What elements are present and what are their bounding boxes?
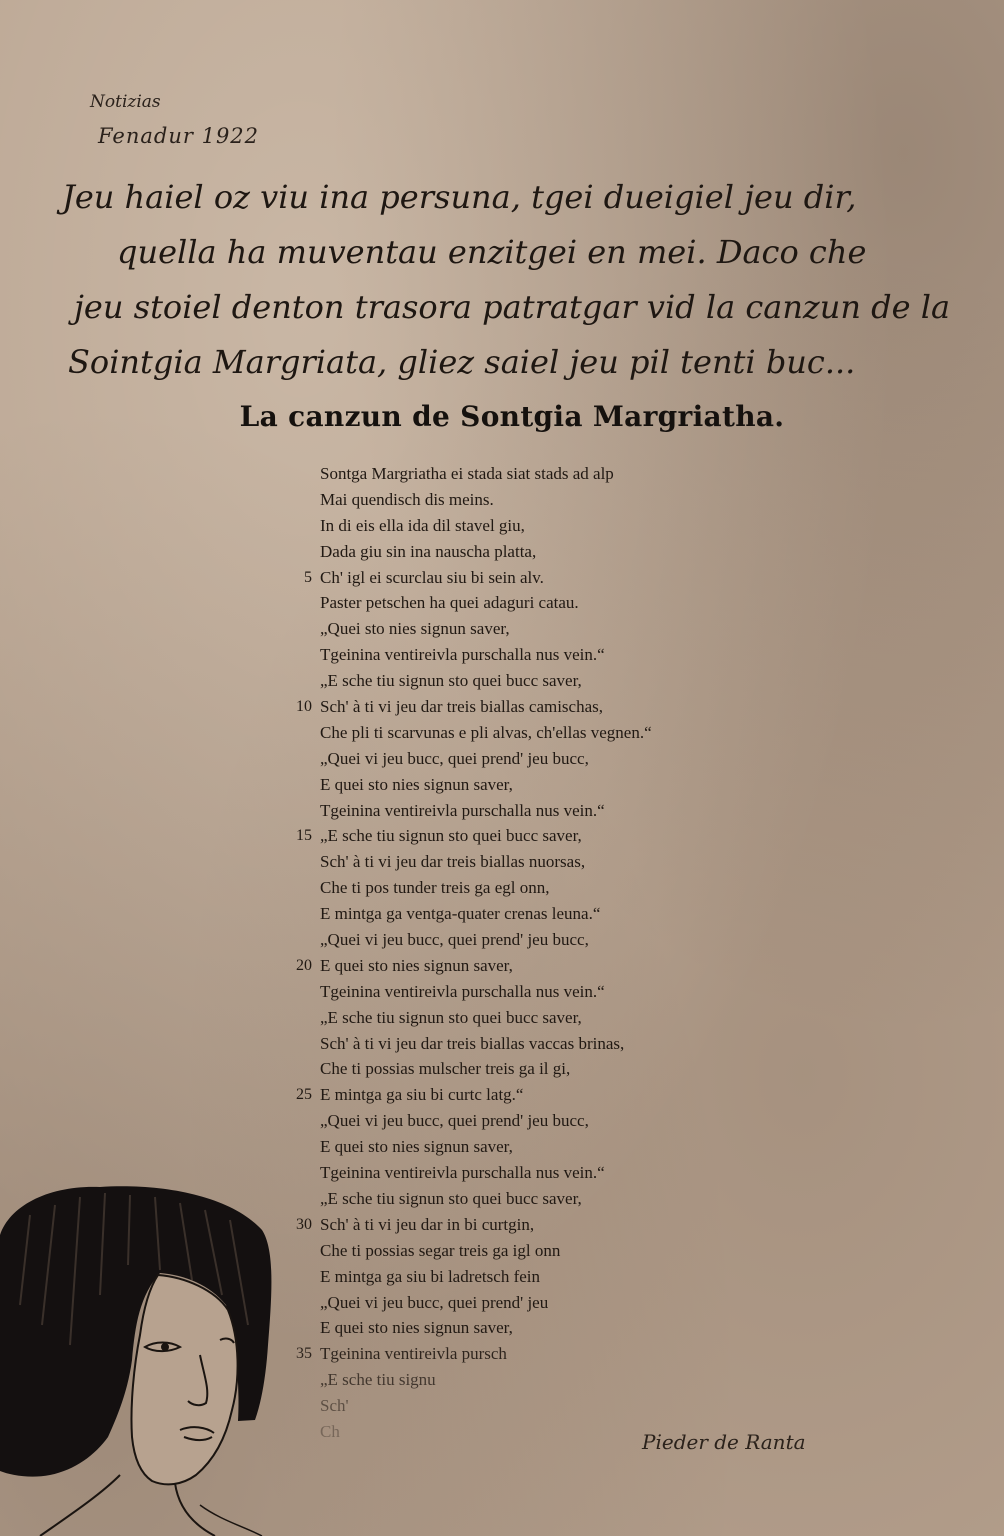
intro-paragraph	[62, 170, 951, 390]
line-text: Sontga Margriatha ei stada siat stads ad alp	[320, 464, 614, 483]
song-line	[280, 1186, 800, 1212]
line-text: „E sche tiu signu	[320, 1370, 436, 1390]
line-text: E mintga ga siu bi curtc latg.“	[320, 1085, 524, 1105]
line-text: Sch' à ti vi jeu dar treis biallas camischas,	[320, 697, 604, 717]
line-text: „Quei vi jeu bucc, quei prend' jeu bucc,	[320, 748, 589, 768]
line-text: Tgeinina ventireivla purschalla nus vein.“	[320, 981, 605, 1001]
line-text: Tgeinina ventireivla purschalla nus vein.“	[320, 645, 605, 665]
song-line	[280, 1238, 800, 1264]
song-line	[280, 461, 800, 487]
song-line	[280, 1005, 800, 1031]
song-line	[280, 901, 800, 927]
song-line	[280, 513, 800, 539]
line-text: Che ti possias mulscher treis ga il gi,	[320, 1059, 571, 1079]
song-line	[280, 642, 800, 668]
song-title: La canzun de Sontgia Margriatha.	[239, 400, 785, 433]
line-text: „E sche tiu signun sto quei bucc saver,	[320, 671, 582, 691]
line-text: „E sche tiu signun sto quei bucc saver,	[320, 1007, 582, 1027]
song-line	[280, 849, 800, 875]
line-number: 30	[296, 1215, 312, 1233]
song-line	[280, 1290, 800, 1316]
song-line	[280, 1082, 800, 1108]
song-line	[280, 668, 800, 694]
song-line	[280, 798, 800, 824]
line-number: 25	[296, 1086, 312, 1104]
line-text: „E sche tiu signun sto quei bucc saver,	[320, 826, 582, 846]
song-line	[280, 565, 800, 591]
line-text: E quei sto nies signun saver,	[320, 774, 513, 794]
song-line	[280, 590, 800, 616]
line-text: Sch' à ti vi jeu dar in bi curtgin,	[320, 1214, 535, 1234]
line-number: 20	[296, 956, 312, 974]
line-text: Sch' à ti vi jeu dar treis biallas vaccas brinas,	[320, 1033, 625, 1053]
line-text: E mintga ga ventga-quater crenas leuna.“	[320, 904, 601, 924]
line-number: 15	[296, 827, 312, 845]
line-text: E mintga ga siu bi ladretsch fein	[320, 1266, 540, 1286]
signature: Pieder de Ranta	[642, 1430, 806, 1454]
song-verses	[280, 461, 800, 1471]
song-line	[280, 1315, 800, 1341]
song-line	[280, 1056, 800, 1082]
song-line	[280, 1341, 800, 1367]
intro-line: quella ha muventau enzitgei en mei. Daco che	[117, 233, 867, 271]
song-line	[280, 539, 800, 565]
line-text: Ch' igl ei scurclau siu bi sein alv.	[320, 567, 544, 587]
line-text: „Quei vi jeu bucc, quei prend' jeu bucc,	[320, 1111, 589, 1131]
song-line	[280, 487, 800, 513]
song-line	[280, 694, 800, 720]
line-text: In di eis ella ida dil stavel giu,	[320, 515, 525, 535]
line-text: Mai quendisch dis meins.	[320, 489, 494, 509]
song-line	[280, 1367, 800, 1393]
intro-line: jeu stoiel denton trasora patratgar vid la canzun de la	[74, 288, 951, 326]
song-line	[280, 772, 800, 798]
line-number: 35	[296, 1345, 312, 1363]
song-line	[280, 953, 800, 979]
song-line	[280, 1134, 800, 1160]
line-text: Tgeinina ventireivla purschalla nus vein.“	[320, 800, 605, 820]
line-text: E quei sto nies signun saver,	[320, 1318, 513, 1338]
song-line	[280, 1160, 800, 1186]
line-text: Tgeinina ventireivla purschalla nus vein.“	[320, 1163, 605, 1183]
intro-line: Sointgia Margriata, gliez saiel jeu pil tenti buc...	[68, 343, 856, 381]
song-line	[280, 823, 800, 849]
line-number: 10	[296, 698, 312, 716]
notes-date: Fenadur 1922	[98, 124, 260, 148]
line-text: Tgeinina ventireivla pursch	[320, 1344, 507, 1364]
line-text: Ch	[320, 1421, 340, 1441]
line-text: „Quei vi jeu bucc, quei prend' jeu	[320, 1292, 549, 1312]
song-line	[280, 1212, 800, 1238]
line-text: Sch' à ti vi jeu dar treis biallas nuorsas,	[320, 852, 586, 872]
line-text: Che ti possias segar treis ga igl onn	[320, 1240, 561, 1260]
song-line	[280, 1393, 800, 1419]
line-text: Paster petschen ha quei adaguri catau.	[320, 593, 579, 613]
song-line	[280, 979, 800, 1005]
line-number: 5	[304, 568, 312, 586]
line-text: „E sche tiu signun sto quei bucc saver,	[320, 1188, 582, 1208]
line-text: Dada giu sin ina nauscha platta,	[320, 541, 537, 561]
line-text: „Quei sto nies signun saver,	[320, 619, 510, 639]
song-line	[280, 1108, 800, 1134]
line-text: E quei sto nies signun saver,	[320, 1137, 513, 1157]
song-line	[280, 746, 800, 772]
notes-label: Notizias	[90, 92, 161, 112]
line-text: Che pli ti scarvunas e pli alvas, ch'ellas vegnen.“	[320, 722, 652, 742]
line-text: E quei sto nies signun saver,	[320, 955, 513, 975]
notes-header	[90, 92, 259, 148]
song-line	[280, 875, 800, 901]
song-line	[280, 616, 800, 642]
song-line	[280, 927, 800, 953]
song-line	[280, 1264, 800, 1290]
line-text: „Quei vi jeu bucc, quei prend' jeu bucc,	[320, 930, 589, 950]
song-line	[280, 1031, 800, 1057]
song-line	[280, 720, 800, 746]
line-text: Che ti pos tunder treis ga egl onn,	[320, 878, 550, 898]
line-text: Sch'	[320, 1396, 349, 1416]
intro-line: Jeu haiel oz viu ina persuna, tgei dueigiel jeu dir,	[62, 178, 857, 216]
woman-portrait-illustration	[0, 1175, 280, 1536]
